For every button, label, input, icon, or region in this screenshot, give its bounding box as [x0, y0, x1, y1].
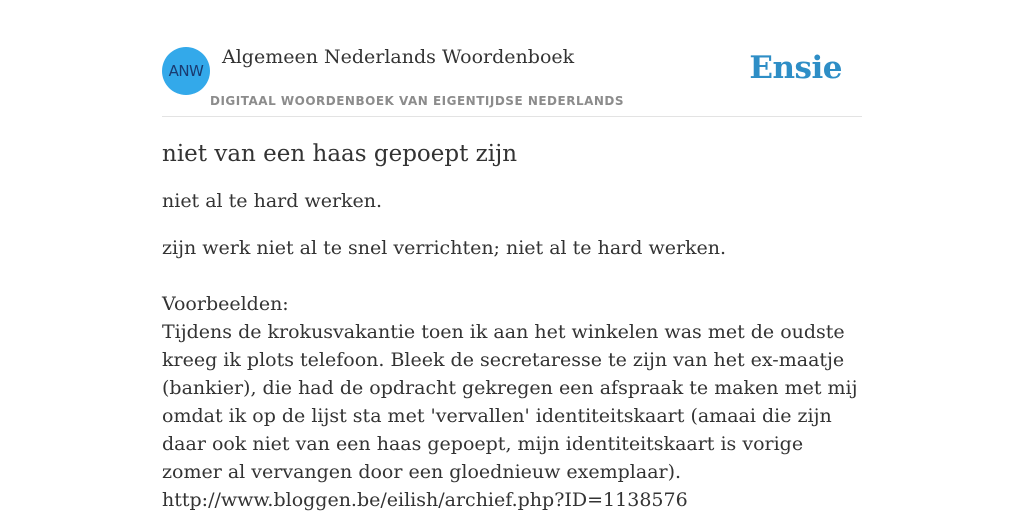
long-definition: zijn werk niet al te snel verrichten; niet al te hard werken.: [162, 237, 727, 259]
entry-content: [162, 138, 862, 514]
anw-logo[interactable]: ANW: [162, 47, 210, 95]
site-header: [162, 0, 862, 117]
example-source-url: http://www.bloggen.be/eilish/archief.php?ID=1138576: [162, 489, 688, 511]
ensie-brand-logo[interactable]: Ensie: [749, 50, 842, 86]
example-text: Tijdens de krokusvakantie toen ik aan het winkelen was met de oudste kreeg ik plots telefoon. Bleek de secretaresse te zijn van het ex-maatje (bankier), die had de opdracht gekregen een afspraak te maken met mij omdat ik op de lijst sta met 'vervallen' identiteitskaart (amaai die zijn daar ook niet van een haas gepoept, mijn identiteitskaart is vorige zomer al vervangen door een gloednieuw exemplaar).: [162, 321, 858, 483]
entry-term: niet van een haas gepoept zijn: [162, 141, 518, 167]
examples-section: [162, 290, 862, 514]
short-definition: niet al te hard werken.: [162, 190, 383, 212]
examples-label: Voorbeelden:: [162, 293, 289, 315]
site-subtitle: DIGITAAL WOORDENBOEK VAN EIGENTIJDSE NEDERLANDS: [210, 94, 625, 108]
site-title[interactable]: Algemeen Nederlands Woordenboek: [222, 46, 575, 68]
